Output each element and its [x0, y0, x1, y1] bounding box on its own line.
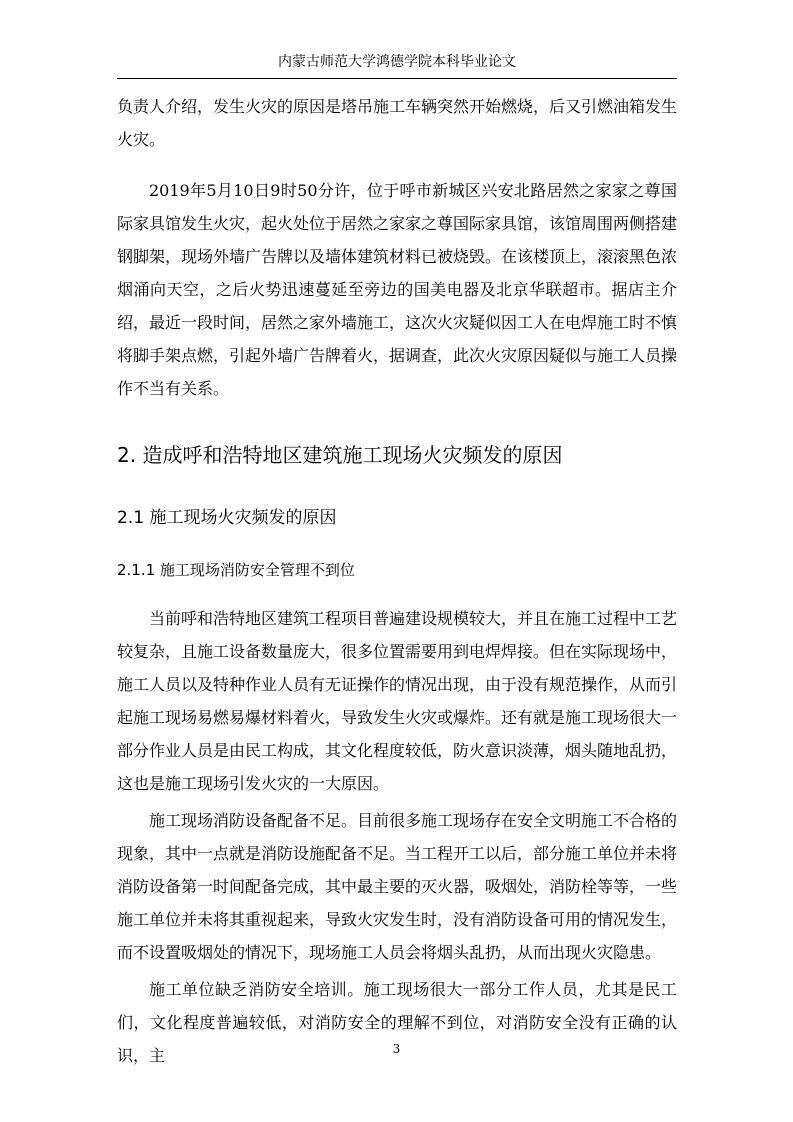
paragraph-equipment: 施工现场消防设备配备不足。目前很多施工现场存在安全文明施工不合格的现象，其中一点就是消防设施配备不足。当工程开工以后，部分施工单位并未将消防设备第一时间配备完成，其中最主要的灭火器，吸烟处，消防栓等等，一些施工单位并未将其重视起来，导致火灾发生时，没有消防设备可用的情况发生，而不设置吸烟处的情况下，现场施工人员会将烟头乱扔，从而出现火灾隐患。 [117, 811, 678, 962]
page-body [117, 88, 677, 1072]
paragraph-management: 当前呼和浩特地区建筑工程项目普遍建设规模较大，并且在施工过程中工艺较复杂，且施工设备数量庞大，很多位置需要用到电焊焊接。但在实际现场中，施工人员以及特种作业人员有无证操作的情况出现，由于没有规范操作，从而引起施工现场易燃易爆材料着火，导致发生火灾或爆炸。还有就是施工现场很大一部分作业人员是由民工构成，其文化程度较低，防火意识淡薄，烟头随地乱扔，这也是施工现场引发火灾的一大原因。 [117, 609, 678, 793]
paragraph-fire-cause-continued: 负责人介绍，发生火灾的原因是塔吊施工车辆突然开始燃烧，后又引燃油箱发生火灾。 [117, 97, 678, 149]
section-heading-2: 2. 造成呼和浩特地区建筑施工现场火灾频发的原因 [117, 443, 563, 467]
running-header: 内蒙古师范大学鸿德学院本科毕业论文 [278, 54, 516, 70]
paragraph-fire-incident-2019: 2019年5月10日9时50分许，位于呼市新城区兴安北路居然之家家之尊国际家具馆发生火灾，起火处位于居然之家家之尊国际家具馆，该馆周围两侧搭建钢脚架，现场外墙广告牌以及墙体建筑材料已被烧毁。在该楼顶上，滚滚黑色浓烟涌向天空，之后火势迅速蔓延至旁边的国美电器及北京华联超市。据店主介绍，最近一段时间，居然之家外墙施工，这次火灾疑似因工人在电焊施工时不慎将脚手架点燃，引起外墙广告牌着火，据调查，此次火灾原因疑似与施工人员操作不当有关系。 [117, 181, 678, 398]
section-heading-2-1-1: 2.1.1 施工现场消防安全管理不到位 [117, 561, 355, 579]
paragraph-training: 施工单位缺乏消防安全培训。施工现场很大一部分工作人员，尤其是民工们，文化程度普遍较低，对消防安全的理解不到位，对消防安全没有正确的认识，主 [117, 980, 677, 1065]
section-heading-2-1: 2.1 施工现场火灾频发的原因 [117, 508, 337, 528]
header-rule [117, 78, 677, 79]
page-number: 3 [392, 1042, 401, 1056]
